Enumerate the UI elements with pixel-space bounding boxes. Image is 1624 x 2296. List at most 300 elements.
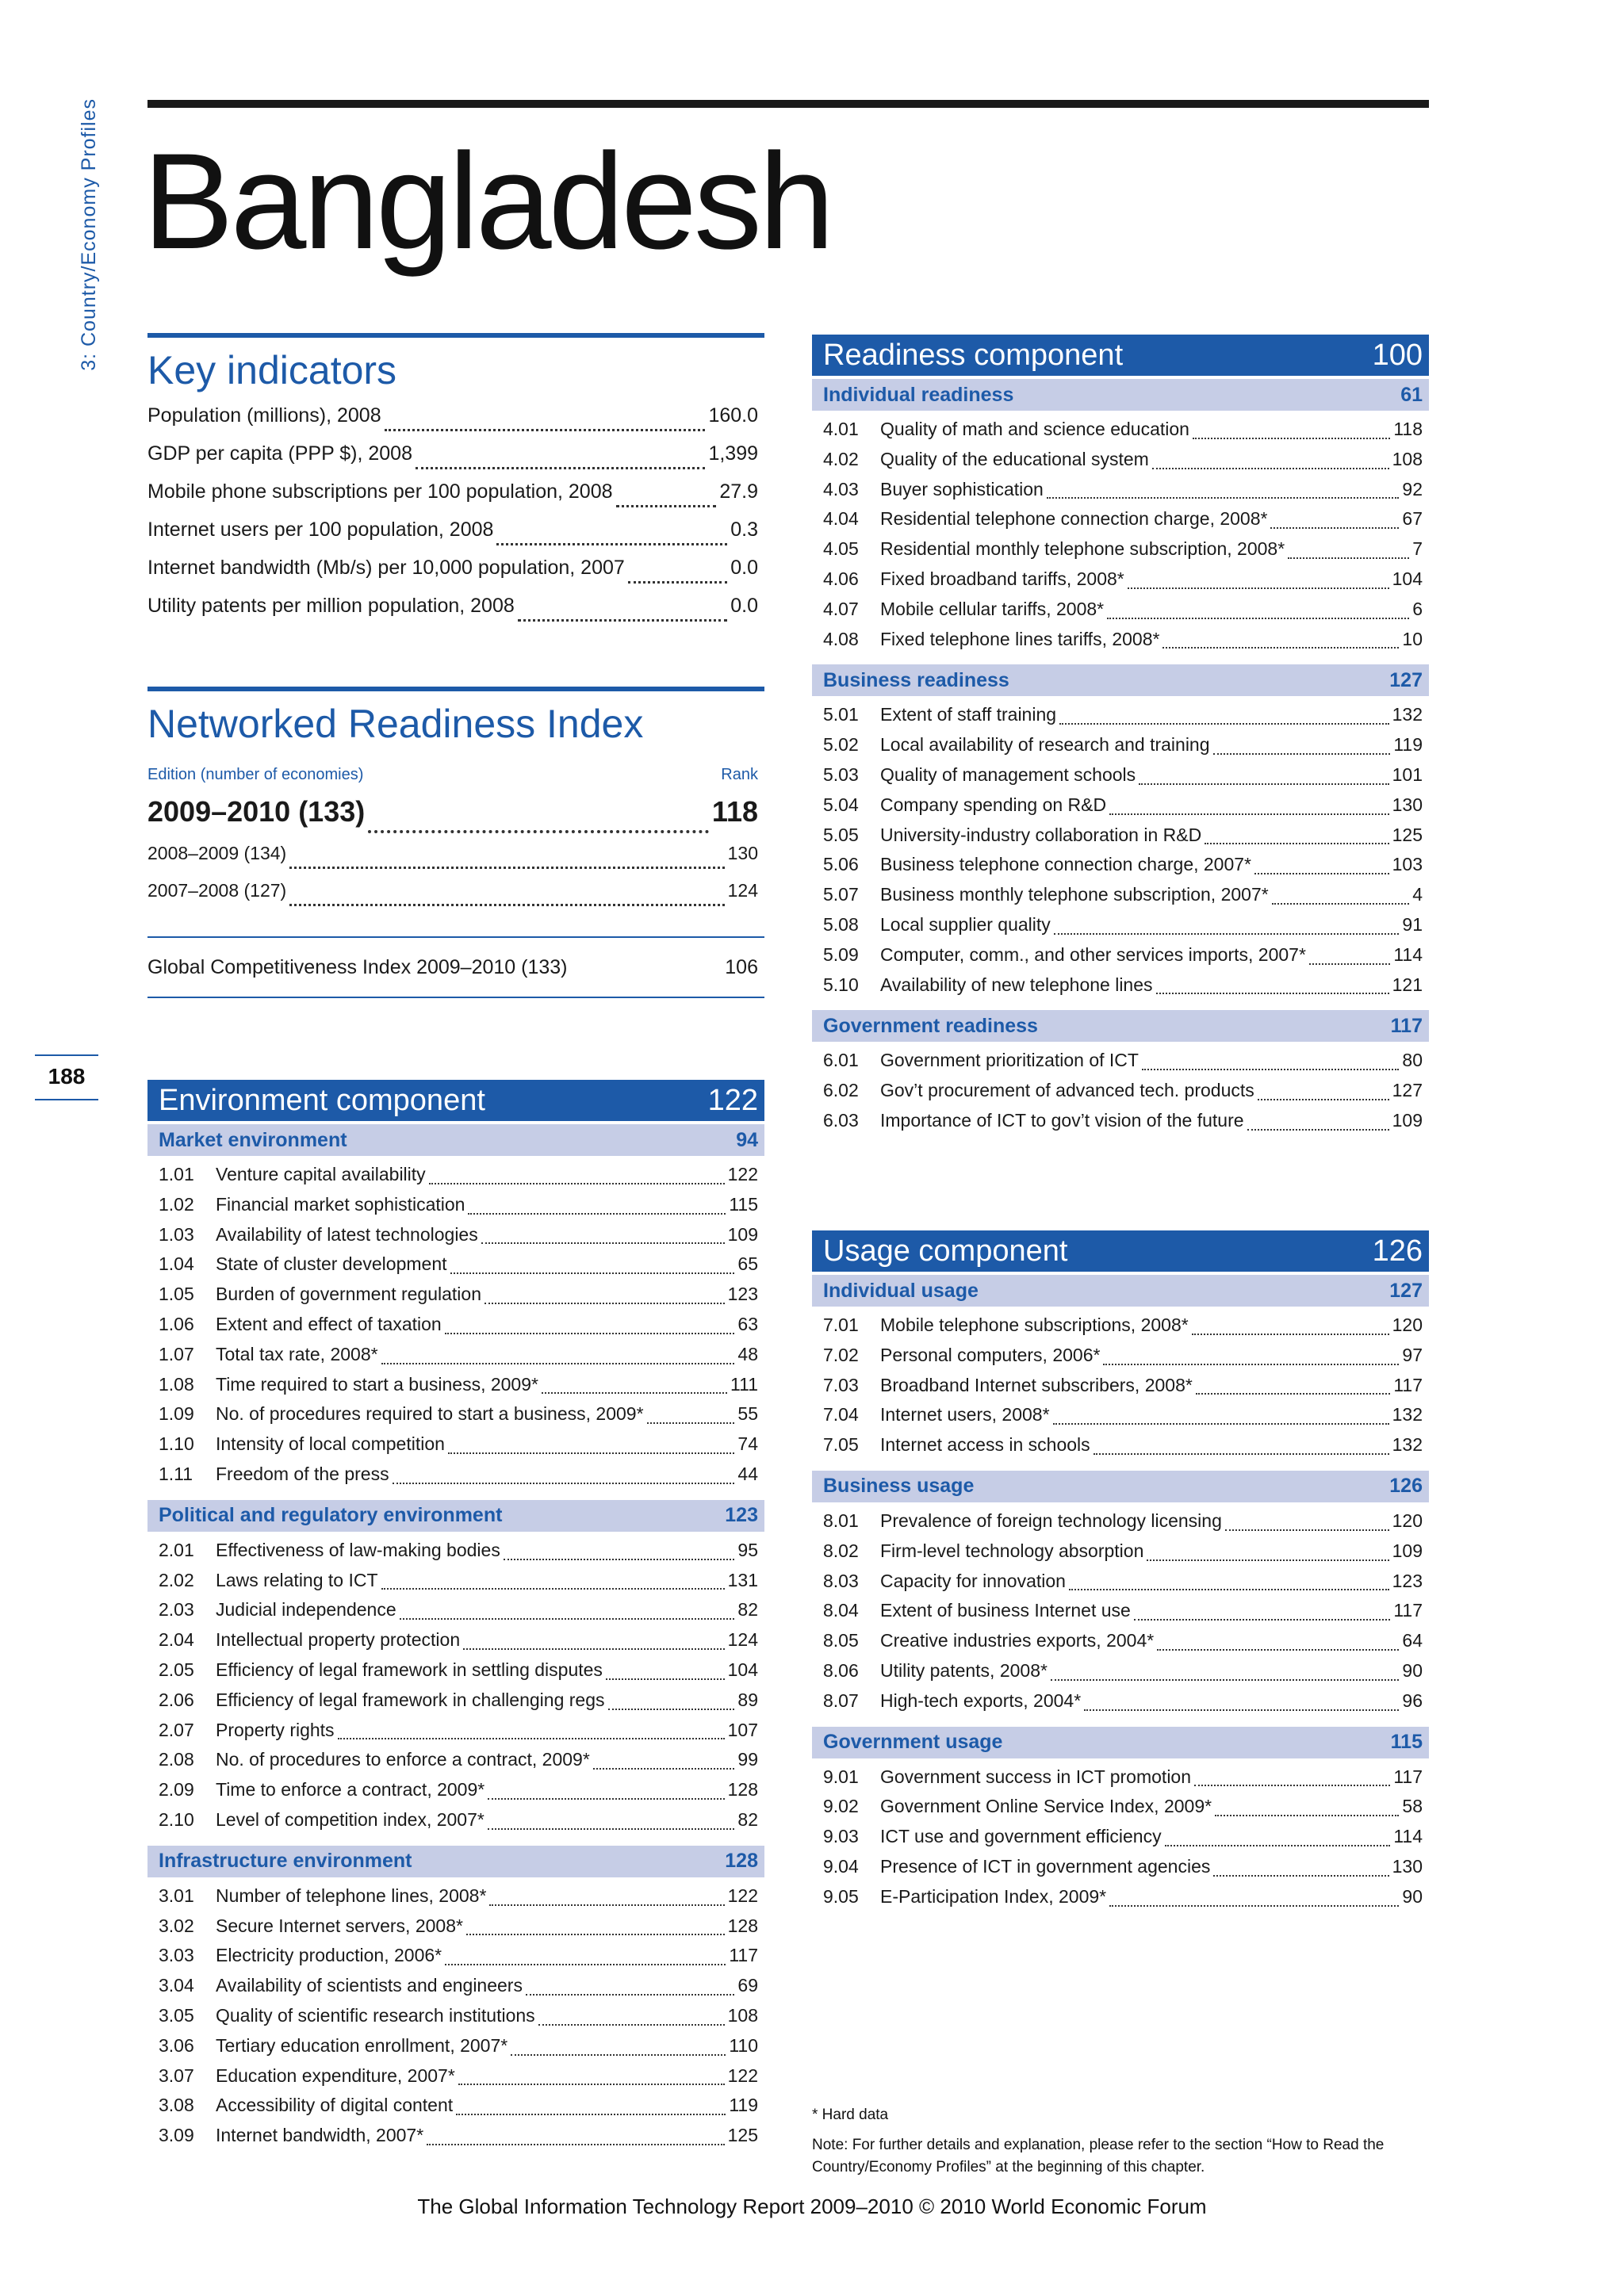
nri-edition-label: 2007–2008 (127) bbox=[147, 880, 287, 901]
indicator-code: 5.04 bbox=[823, 794, 859, 815]
indicator-code: 4.01 bbox=[823, 419, 859, 439]
indicator-code: 8.02 bbox=[823, 1540, 859, 1561]
indicator-rank: 82 bbox=[737, 1599, 758, 1621]
divider bbox=[147, 333, 764, 338]
indicator-name: Extent of business Internet use bbox=[880, 1600, 1131, 1621]
indicator-name: Government success in ICT promotion bbox=[880, 1766, 1192, 1787]
indicator-name: Gov’t procurement of advanced tech. products bbox=[880, 1080, 1254, 1101]
indicator-row bbox=[812, 599, 1429, 629]
indicator-rank: 7 bbox=[1412, 538, 1423, 560]
footer: The Global Information Technology Report 2009–2010 © 2010 World Economic Forum bbox=[417, 2195, 1207, 2218]
indicator-row bbox=[147, 1779, 764, 1809]
indicator-row bbox=[812, 508, 1429, 538]
indicator-row bbox=[147, 1284, 764, 1314]
dot-leader bbox=[1288, 557, 1409, 559]
indicator-rank: 123 bbox=[1392, 1570, 1423, 1591]
pillar-title: Individual usage bbox=[823, 1279, 979, 1302]
indicator-code: 8.06 bbox=[823, 1659, 859, 1681]
indicator-rank: 117 bbox=[1393, 1374, 1423, 1395]
dot-leader bbox=[445, 1964, 726, 1965]
indicator-name: Secure Internet servers, 2008* bbox=[216, 1915, 463, 1936]
indicator-rank: 111 bbox=[730, 1373, 758, 1395]
indicator-rank: 122 bbox=[727, 2064, 758, 2086]
nri-edition-label: 2008–2009 (134) bbox=[147, 843, 287, 863]
indicator-rank: 58 bbox=[1402, 1796, 1423, 1817]
indicator-list bbox=[812, 411, 1429, 664]
indicator-code: 5.08 bbox=[823, 913, 859, 935]
indicator-code: 1.07 bbox=[159, 1343, 194, 1364]
dot-leader bbox=[468, 1213, 726, 1215]
indicator-row bbox=[147, 1314, 764, 1344]
indicator-row bbox=[147, 1224, 764, 1254]
dot-leader bbox=[488, 1828, 735, 1830]
dot-leader bbox=[1247, 1129, 1389, 1131]
indicator-rank: 118 bbox=[1393, 419, 1423, 439]
indicator-rank: 128 bbox=[727, 1915, 758, 1936]
indicator-name: Quality of scientific research institutions bbox=[216, 2004, 535, 2026]
gci-rank: 106 bbox=[725, 955, 758, 978]
indicator-name: Quality of management schools bbox=[880, 763, 1136, 785]
indicator-code: 4.08 bbox=[823, 628, 859, 649]
dot-leader bbox=[496, 543, 727, 545]
indicator-row bbox=[812, 1345, 1429, 1375]
page-number: 188 bbox=[48, 1064, 86, 1089]
indicator-code: 4.03 bbox=[823, 478, 859, 499]
pillar-rank: 123 bbox=[725, 1504, 758, 1527]
indicator-rank: 127 bbox=[1392, 1080, 1423, 1101]
indicator-rank: 80 bbox=[1402, 1050, 1423, 1071]
dot-leader bbox=[1152, 468, 1389, 469]
indicator-name: Laws relating to ICT bbox=[216, 1569, 378, 1590]
pillar-header bbox=[812, 1275, 1429, 1307]
pillar-header bbox=[147, 1846, 764, 1877]
indicator-rank: 117 bbox=[729, 1945, 758, 1966]
indicator-rank: 89 bbox=[737, 1689, 758, 1710]
component-rank: 126 bbox=[1372, 1234, 1423, 1268]
dot-leader bbox=[466, 1934, 725, 1935]
dot-leader bbox=[1213, 1875, 1388, 1877]
indicator-code: 1.11 bbox=[159, 1463, 193, 1484]
indicator-name: Mobile cellular tariffs, 2008* bbox=[880, 598, 1105, 619]
dot-leader bbox=[1157, 1649, 1399, 1651]
indicator-name: ICT use and government efficiency bbox=[880, 1826, 1162, 1847]
dot-leader bbox=[1309, 963, 1390, 965]
dot-leader bbox=[628, 581, 727, 584]
indicator-list bbox=[147, 1156, 764, 1500]
indicator-code: 4.05 bbox=[823, 538, 859, 560]
indicator-row bbox=[812, 704, 1429, 734]
indicator-rank: 122 bbox=[727, 1164, 758, 1184]
dot-leader bbox=[1084, 1709, 1399, 1711]
indicator-row bbox=[812, 914, 1429, 944]
indicator-name: Time to enforce a contract, 2009* bbox=[216, 1779, 485, 1800]
indicator-row bbox=[812, 764, 1429, 794]
dot-leader bbox=[427, 2144, 724, 2145]
page-number-block bbox=[35, 1054, 98, 1100]
indicator-row bbox=[812, 825, 1429, 855]
indicator-row bbox=[147, 1164, 764, 1194]
dot-leader bbox=[1109, 1905, 1399, 1907]
indicator-rank: 132 bbox=[1392, 1404, 1423, 1425]
dot-leader bbox=[511, 2054, 726, 2056]
indicator-name: Judicial independence bbox=[216, 1599, 396, 1621]
indicator-row bbox=[812, 854, 1429, 884]
dot-leader bbox=[458, 2084, 725, 2085]
indicator-row bbox=[812, 1856, 1429, 1886]
indicator-row bbox=[812, 538, 1429, 568]
indicator-list bbox=[812, 696, 1429, 1010]
indicator-rank: 63 bbox=[737, 1313, 758, 1334]
page-title: Bangladesh bbox=[143, 125, 832, 277]
indicator-label: Utility patents per million population, 2008 bbox=[147, 595, 515, 617]
dot-leader bbox=[1192, 1334, 1389, 1335]
indicator-rank: 82 bbox=[737, 1808, 758, 1830]
dot-leader bbox=[463, 1648, 725, 1650]
indicator-row bbox=[812, 1434, 1429, 1464]
indicator-row bbox=[147, 557, 764, 595]
pillar-header bbox=[812, 664, 1429, 696]
pillar-rank: 127 bbox=[1389, 668, 1423, 691]
indicator-code: 9.03 bbox=[823, 1826, 859, 1847]
indicator-row bbox=[147, 1433, 764, 1464]
pillar-title: Infrastructure environment bbox=[159, 1850, 412, 1873]
indicator-code: 8.03 bbox=[823, 1570, 859, 1591]
dot-leader bbox=[289, 867, 724, 869]
dot-leader bbox=[416, 467, 705, 469]
nri-table-header bbox=[147, 766, 764, 784]
indicator-rank: 48 bbox=[737, 1343, 758, 1364]
dot-leader bbox=[1047, 497, 1400, 499]
indicator-name: Residential telephone connection charge, 2008* bbox=[880, 508, 1268, 530]
indicator-row bbox=[812, 1571, 1429, 1601]
indicator-name: No. of procedures required to start a business, 2009* bbox=[216, 1403, 644, 1425]
indicator-row bbox=[812, 734, 1429, 764]
indicator-row bbox=[812, 884, 1429, 914]
indicator-code: 7.05 bbox=[823, 1434, 859, 1456]
component-rank: 100 bbox=[1372, 338, 1423, 372]
indicator-name: Efficiency of legal framework in settling disputes bbox=[216, 1659, 603, 1680]
indicator-code: 3.05 bbox=[159, 2004, 194, 2026]
component-title: Usage component bbox=[823, 1234, 1068, 1268]
indicator-name: Time required to start a business, 2009* bbox=[216, 1373, 538, 1395]
indicator-row bbox=[812, 1375, 1429, 1405]
dot-leader bbox=[488, 1798, 724, 1800]
dot-leader bbox=[338, 1738, 725, 1739]
indicator-code: 2.03 bbox=[159, 1599, 194, 1621]
indicator-code: 2.09 bbox=[159, 1779, 194, 1800]
indicator-code: 1.03 bbox=[159, 1223, 194, 1245]
indicator-code: 3.02 bbox=[159, 1915, 194, 1936]
indicator-code: 8.04 bbox=[823, 1600, 859, 1621]
indicator-label: Internet users per 100 population, 2008 bbox=[147, 519, 494, 541]
indicator-rank: 104 bbox=[727, 1659, 758, 1680]
indicator-rank: 119 bbox=[729, 2095, 758, 2116]
dot-leader bbox=[1270, 527, 1399, 529]
indicator-rank: 10 bbox=[1402, 628, 1423, 649]
indicator-name: Business telephone connection charge, 2007* bbox=[880, 854, 1252, 875]
nri-edition-row bbox=[147, 880, 764, 917]
indicator-code: 4.07 bbox=[823, 598, 859, 619]
indicator-name: Education expenditure, 2007* bbox=[216, 2064, 455, 2086]
dot-leader bbox=[1128, 587, 1389, 589]
indicator-label: GDP per capita (PPP $), 2008 bbox=[147, 442, 412, 465]
dot-leader bbox=[1258, 1099, 1389, 1100]
indicator-row bbox=[147, 1975, 764, 2005]
pillar-rank: 61 bbox=[1400, 383, 1423, 406]
indicator-row bbox=[147, 2095, 764, 2125]
indicator-code: 2.01 bbox=[159, 1539, 194, 1560]
indicator-label: Mobile phone subscriptions per 100 population, 2008 bbox=[147, 480, 613, 503]
indicator-code: 8.05 bbox=[823, 1630, 859, 1651]
indicator-row bbox=[147, 2065, 764, 2095]
indicator-row bbox=[812, 1314, 1429, 1345]
indicator-name: Local supplier quality bbox=[880, 913, 1051, 935]
indicator-name: Internet users, 2008* bbox=[880, 1404, 1050, 1425]
indicator-row bbox=[147, 519, 764, 557]
indicator-row bbox=[147, 2035, 764, 2065]
indicator-value: 27.9 bbox=[719, 480, 758, 503]
dot-leader bbox=[1107, 618, 1409, 619]
indicator-name: Fixed telephone lines tariffs, 2008* bbox=[880, 628, 1160, 649]
indicator-row bbox=[147, 1599, 764, 1629]
dot-leader bbox=[1147, 1559, 1388, 1561]
dot-leader bbox=[538, 2024, 725, 2026]
indicator-rank: 125 bbox=[1392, 824, 1423, 845]
indicator-rank: 132 bbox=[1392, 1434, 1423, 1456]
indicator-code: 1.01 bbox=[159, 1164, 194, 1184]
pillar-title: Market environment bbox=[159, 1128, 347, 1151]
indicator-name: Government prioritization of ICT bbox=[880, 1050, 1139, 1071]
indicator-name: Local availability of research and training bbox=[880, 734, 1210, 756]
indicator-code: 3.07 bbox=[159, 2064, 194, 2086]
indicator-code: 1.10 bbox=[159, 1433, 194, 1455]
indicator-rank: 90 bbox=[1402, 1659, 1423, 1681]
indicator-list bbox=[812, 1502, 1429, 1727]
indicator-name: Business monthly telephone subscription, 2007* bbox=[880, 884, 1269, 905]
indicator-name: Buyer sophistication bbox=[880, 478, 1044, 499]
indicator-name: Internet access in schools bbox=[880, 1434, 1090, 1456]
dot-leader bbox=[1156, 993, 1389, 994]
indicator-rank: 123 bbox=[727, 1284, 758, 1305]
indicator-name: E-Participation Index, 2009* bbox=[880, 1885, 1107, 1907]
indicator-name: Financial market sophistication bbox=[216, 1193, 465, 1215]
indicator-list bbox=[812, 1042, 1429, 1146]
nri-edition-rank: 124 bbox=[727, 880, 758, 901]
dot-leader bbox=[1165, 1845, 1391, 1846]
indicator-code: 7.04 bbox=[823, 1404, 859, 1425]
indicator-rank: 4 bbox=[1412, 884, 1423, 905]
indicator-rank: 117 bbox=[1393, 1600, 1423, 1621]
indicator-rank: 110 bbox=[729, 2034, 758, 2056]
indicator-row bbox=[812, 479, 1429, 509]
indicator-row bbox=[147, 1344, 764, 1374]
indicator-row bbox=[147, 442, 764, 480]
indicator-code: 4.02 bbox=[823, 448, 859, 469]
indicator-code: 7.02 bbox=[823, 1344, 859, 1365]
indicator-code: 1.08 bbox=[159, 1373, 194, 1395]
indicator-row bbox=[812, 568, 1429, 599]
nri-current-row bbox=[147, 795, 764, 843]
indicator-code: 5.07 bbox=[823, 884, 859, 905]
indicator-rank: 92 bbox=[1402, 478, 1423, 499]
indicator-row bbox=[812, 1630, 1429, 1660]
indicator-rank: 55 bbox=[737, 1403, 758, 1425]
dot-leader bbox=[1193, 438, 1390, 439]
indicator-rank: 131 bbox=[727, 1569, 758, 1590]
indicator-name: Number of telephone lines, 2008* bbox=[216, 1885, 487, 1906]
indicator-code: 6.03 bbox=[823, 1109, 859, 1131]
indicator-row bbox=[147, 1374, 764, 1404]
indicator-list bbox=[147, 1532, 764, 1846]
indicator-code: 2.10 bbox=[159, 1808, 194, 1830]
indicator-name: Venture capital availability bbox=[216, 1164, 426, 1184]
indicator-code: 7.03 bbox=[823, 1374, 859, 1395]
indicator-rank: 44 bbox=[737, 1463, 758, 1484]
indicator-code: 8.01 bbox=[823, 1510, 859, 1531]
indicator-rank: 114 bbox=[1393, 943, 1423, 965]
pillar-header bbox=[147, 1500, 764, 1532]
indicator-name: Property rights bbox=[216, 1719, 335, 1740]
indicator-rank: 128 bbox=[727, 1779, 758, 1800]
indicator-code: 4.04 bbox=[823, 508, 859, 530]
nri-current-rank: 118 bbox=[711, 795, 758, 828]
pillar-title: Individual readiness bbox=[823, 383, 1014, 406]
indicator-name: Internet bandwidth, 2007* bbox=[216, 2125, 424, 2146]
indicator-name: State of cluster development bbox=[216, 1253, 447, 1275]
indicator-rank: 109 bbox=[1392, 1540, 1423, 1561]
dot-leader bbox=[489, 1904, 724, 1906]
dot-leader bbox=[381, 1588, 725, 1590]
indicator-name: Fixed broadband tariffs, 2008* bbox=[880, 568, 1124, 589]
indicator-code: 8.07 bbox=[823, 1689, 859, 1711]
key-indicators-section bbox=[147, 333, 764, 633]
edition-header: Edition (number of economies) bbox=[147, 766, 364, 783]
indicator-rank: 67 bbox=[1402, 508, 1423, 530]
gci-row bbox=[147, 938, 764, 997]
indicator-code: 3.04 bbox=[159, 1975, 194, 1996]
dot-leader bbox=[1094, 1453, 1389, 1455]
indicator-rank: 120 bbox=[1392, 1510, 1423, 1531]
indicator-code: 2.06 bbox=[159, 1689, 194, 1710]
indicator-rank: 97 bbox=[1402, 1344, 1423, 1365]
indicator-row bbox=[812, 1796, 1429, 1826]
indicator-row bbox=[812, 974, 1429, 1004]
indicator-rank: 103 bbox=[1392, 854, 1423, 875]
indicator-name: University-industry collaboration in R&D bbox=[880, 824, 1202, 845]
indicator-name: Availability of scientists and engineers bbox=[216, 1975, 523, 1996]
nri-edition-row bbox=[147, 843, 764, 880]
section-side-label: 3: Country/Economy Profiles bbox=[78, 98, 100, 371]
indicator-code: 1.04 bbox=[159, 1253, 194, 1275]
dot-leader bbox=[1139, 783, 1388, 785]
indicator-code: 6.01 bbox=[823, 1050, 859, 1071]
pillar-title: Business readiness bbox=[823, 668, 1009, 691]
indicator-code: 9.02 bbox=[823, 1796, 859, 1817]
indicator-rank: 122 bbox=[727, 1885, 758, 1906]
indicator-label: Population (millions), 2008 bbox=[147, 404, 381, 427]
indicator-row bbox=[812, 794, 1429, 825]
indicator-rank: 108 bbox=[727, 2004, 758, 2026]
pillar-title: Political and regulatory environment bbox=[159, 1504, 503, 1527]
indicator-row bbox=[147, 1659, 764, 1689]
indicator-rank: 130 bbox=[1392, 794, 1423, 815]
indicator-value: 0.3 bbox=[730, 519, 758, 541]
dot-leader bbox=[289, 904, 724, 906]
dot-leader bbox=[1205, 843, 1388, 844]
indicator-name: Capacity for innovation bbox=[880, 1570, 1066, 1591]
indicator-rank: 6 bbox=[1412, 598, 1423, 619]
indicator-row bbox=[812, 944, 1429, 974]
indicator-list bbox=[812, 1307, 1429, 1471]
indicator-row bbox=[147, 1720, 764, 1750]
rank-header: Rank bbox=[721, 766, 758, 783]
key-indicators-title: Key indicators bbox=[147, 348, 397, 392]
divider bbox=[147, 687, 764, 691]
dot-leader bbox=[1059, 723, 1389, 725]
indicator-code: 9.04 bbox=[823, 1855, 859, 1877]
dot-leader bbox=[393, 1483, 735, 1484]
indicator-row bbox=[147, 1689, 764, 1720]
indicator-code: 3.08 bbox=[159, 2095, 194, 2116]
indicator-rank: 96 bbox=[1402, 1689, 1423, 1711]
indicator-value: 1,399 bbox=[708, 442, 758, 465]
key-indicators-list bbox=[147, 404, 764, 633]
indicator-code: 2.04 bbox=[159, 1629, 194, 1651]
pillar-header bbox=[812, 1471, 1429, 1502]
indicator-name: Broadband Internet subscribers, 2008* bbox=[880, 1374, 1193, 1395]
indicator-name: Personal computers, 2006* bbox=[880, 1344, 1101, 1365]
nri-previous-list bbox=[147, 843, 764, 917]
indicator-row bbox=[147, 480, 764, 519]
indicator-rank: 114 bbox=[1393, 1826, 1423, 1847]
usage-component bbox=[812, 1230, 1429, 1923]
dot-leader bbox=[608, 1709, 735, 1710]
indicator-rank: 120 bbox=[1392, 1314, 1423, 1335]
indicator-name: Availability of new telephone lines bbox=[880, 974, 1153, 995]
indicator-rank: 101 bbox=[1392, 763, 1423, 785]
indicator-rank: 121 bbox=[1392, 974, 1423, 995]
indicator-code: 2.05 bbox=[159, 1659, 194, 1680]
indicator-name: Burden of government regulation bbox=[216, 1284, 481, 1305]
dot-leader bbox=[518, 619, 727, 622]
indicator-name: Intensity of local competition bbox=[216, 1433, 445, 1455]
dot-leader bbox=[1254, 873, 1389, 874]
nri-section bbox=[147, 687, 764, 998]
indicator-code: 3.01 bbox=[159, 1885, 194, 1906]
dot-leader bbox=[616, 505, 717, 507]
indicator-name: Company spending on R&D bbox=[880, 794, 1107, 815]
indicator-row bbox=[147, 1540, 764, 1570]
dot-leader bbox=[450, 1272, 735, 1274]
indicator-rank: 99 bbox=[737, 1749, 758, 1770]
dot-leader bbox=[456, 2114, 726, 2115]
readiness-component bbox=[812, 335, 1429, 1146]
indicator-name: Quality of math and science education bbox=[880, 419, 1189, 439]
indicator-rank: 125 bbox=[727, 2125, 758, 2146]
indicator-row bbox=[812, 1110, 1429, 1140]
component-header bbox=[147, 1080, 764, 1121]
indicator-row bbox=[812, 1080, 1429, 1110]
indicator-rank: 65 bbox=[737, 1253, 758, 1275]
indicator-code: 5.10 bbox=[823, 974, 859, 995]
dot-leader bbox=[647, 1422, 735, 1424]
indicator-code: 2.07 bbox=[159, 1719, 194, 1740]
indicator-code: 3.06 bbox=[159, 2034, 194, 2056]
indicator-name: Extent of staff training bbox=[880, 704, 1057, 725]
pillar-rank: 127 bbox=[1389, 1279, 1423, 1302]
indicator-rank: 104 bbox=[1392, 568, 1423, 589]
indicator-rank: 107 bbox=[727, 1719, 758, 1740]
